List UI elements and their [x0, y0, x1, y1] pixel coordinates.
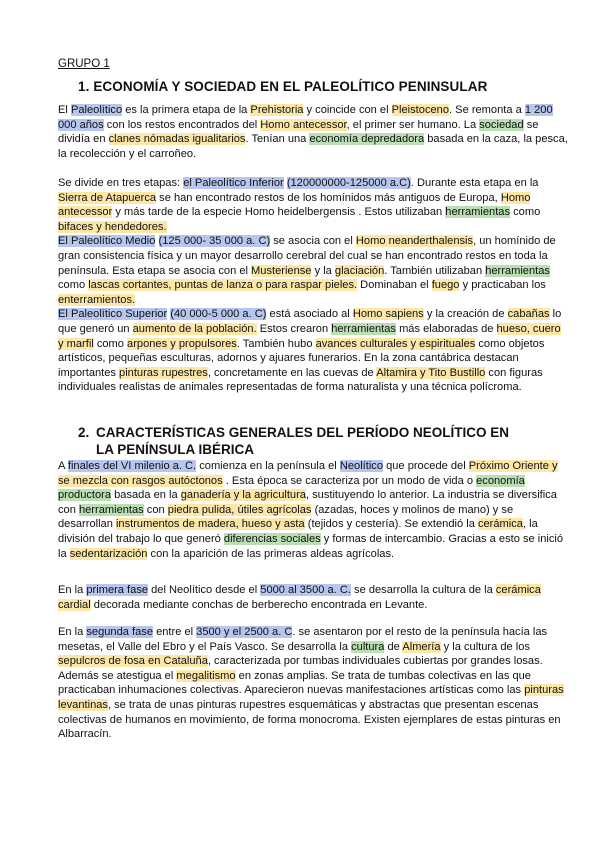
text-run: es la primera etapa de la	[122, 104, 251, 116]
text-run: y más tarde de la especie Homo heidelbergensis . Estos utilizaban	[112, 206, 446, 219]
paragraph-paleolitico-etapas	[58, 176, 568, 395]
highlighted-term: Próximo Oriente y se mezcla con rasgos autóctonos	[58, 460, 558, 487]
text-run: , caracterizada por tumbas individuales cubiertas por grandes losas. Además se atestigua el	[58, 655, 543, 682]
section-2-number: 2.	[78, 425, 90, 440]
highlighted-term: avances culturales y espirituales	[315, 337, 476, 350]
text-run: con los restos encontrados del	[103, 118, 261, 131]
text-run: Dominaban el	[357, 279, 432, 292]
text-run: . se asentaron por el resto de la península hacía las mesetas, el Valle del Ebro y el País Vasco. Se desarrolla la	[58, 626, 548, 653]
highlighted-term: diferencias sociales	[223, 532, 321, 545]
highlighted-term: cabañas	[507, 308, 550, 321]
highlighted-term: pinturas rupestres	[119, 366, 208, 379]
text-run: Se divide en tres etapas:	[58, 177, 184, 189]
highlighted-term: lascas cortantes, puntas de lanza o para raspar pieles.	[88, 279, 358, 292]
text-run: y la	[311, 264, 335, 277]
highlighted-term: Neolítico	[339, 460, 384, 472]
text-run: En la	[58, 584, 87, 596]
section-2-title-line1: CARACTERÍSTICAS GENERALES DEL PERÍODO NEOLÍTICO EN	[96, 425, 510, 440]
highlighted-term: glaciación	[334, 264, 385, 277]
highlighted-term: aumento de la población.	[132, 322, 257, 335]
text-run: El	[58, 104, 71, 116]
text-run: . Se remonta a	[449, 104, 525, 116]
text-run: con	[143, 503, 168, 516]
section-2-heading	[78, 424, 509, 458]
highlighted-term: piedra pulida, útiles agrícolas	[167, 503, 312, 516]
text-run: en zonas amplias. Se trata de tumbas colectivas en las que practicaban inhumaciones colectivas. Aparecieron nuevas manifestaciones artísticas como las	[58, 669, 531, 697]
text-run: como	[58, 279, 89, 292]
highlighted-term: Homo neanderthalensis	[355, 235, 474, 248]
text-run: . Durante esta etapa en la	[410, 177, 539, 189]
text-run: entre el	[153, 626, 197, 638]
text-run: , el primer ser humano. La	[346, 118, 480, 131]
highlighted-term: (40 000-5 000 a. C)	[170, 308, 267, 321]
text-run: (azadas, hoces y molinos de mano) y se desarrollan	[58, 503, 514, 531]
highlighted-term: El Paleolítico Superior	[58, 308, 168, 321]
paragraph-neolitico-intro	[58, 459, 568, 561]
highlighted-term: Musteriense	[251, 264, 312, 277]
highlighted-term: (125 000- 35 000 a. C)	[158, 235, 271, 248]
highlighted-term: pinturas levantinas	[58, 684, 564, 711]
text-run: con figuras individuales realistas de animales representadas de forma naturalista y una técnica polícroma.	[58, 366, 543, 394]
highlighted-term: Paleolítico	[70, 104, 123, 116]
highlighted-term: Homo sapiens	[352, 308, 424, 321]
text-run: y la creación de	[423, 308, 508, 321]
text-run: En la	[58, 626, 87, 638]
highlighted-term: economía depredadora	[309, 133, 425, 146]
highlighted-term: cerámica cardial	[58, 584, 541, 611]
highlighted-term: 3500 y el 2500 a. C	[196, 626, 293, 638]
highlighted-term: Almería	[402, 640, 441, 653]
highlighted-term: el Paleolítico Inferior	[183, 177, 284, 189]
highlighted-term: arpones y propulsores	[127, 337, 237, 350]
highlighted-term: Homo antecessor	[260, 118, 347, 131]
section-2-title-line2: LA PENÍNSULA IBÉRICA	[96, 442, 255, 457]
highlighted-term: primera fase	[86, 584, 149, 596]
text-run: , la división del trabajo lo que generó	[58, 518, 538, 545]
highlighted-term: Prehistoria	[250, 104, 304, 116]
text-run: lo que generó un	[58, 308, 562, 335]
text-run: se dividía en	[58, 118, 539, 146]
text-run: está asociado al	[266, 308, 353, 321]
text-run: A	[58, 460, 68, 472]
highlighted-term: sociedad	[479, 118, 524, 131]
text-run: que procede del	[383, 460, 469, 472]
highlighted-term: economía productora	[58, 474, 525, 502]
text-run: como objetos artísticos, pequeñas esculturas, adornos y ajuares funerarios. En la zona cantábrica destacan importantes	[58, 337, 545, 379]
highlighted-term: ganadería y la agricultura	[180, 489, 306, 502]
highlighted-term: 1 200 000 años	[58, 104, 553, 131]
highlighted-term: clanes nómadas igualitarios	[108, 133, 246, 146]
highlighted-term: finales del VI milenio a. C.	[67, 460, 197, 472]
highlighted-term: bifaces y hendedores.	[58, 220, 167, 233]
text-run: . Esta época se caracteriza por un modo de vida o	[222, 474, 477, 487]
highlighted-term: hueso, cuero y marfil	[58, 322, 561, 350]
paragraph-segunda-fase	[58, 625, 568, 742]
highlighted-term: El Paleolítico Medio	[58, 235, 156, 248]
text-run: . Tenían una	[245, 133, 310, 146]
highlighted-term: enterramientos.	[58, 293, 136, 306]
text-run: y formas de intercambio. Gracias a esto se inició la	[58, 532, 564, 560]
section-1-number: 1.	[78, 79, 90, 94]
text-run: y coincide con el	[303, 104, 392, 116]
highlighted-term: cerámica	[477, 518, 523, 531]
highlighted-term: 5000 al 3500 a. C.	[260, 584, 351, 596]
text-run: como	[93, 337, 128, 350]
text-run: más elaboradas de	[395, 322, 497, 335]
text-run: comienza en la península el	[196, 460, 340, 472]
highlighted-term: herramientas	[78, 503, 144, 516]
highlighted-term: cultura	[351, 640, 385, 653]
text-run: se asocia con el	[270, 235, 356, 248]
group-label: GRUPO 1	[58, 58, 110, 70]
text-run: , un homínido de gran consistencia física y un mayor desarrollo cerebral del cual se han encontrado restos en toda la península. Esta etapa se asocia con el	[58, 235, 556, 277]
highlighted-term: Homo antecessor	[58, 191, 531, 219]
highlighted-term: Pleistoceno	[391, 104, 449, 116]
text-run: , sustituyendo lo anterior. La industria se diversifica con	[58, 489, 557, 516]
text-run: Estos crearon	[256, 322, 332, 335]
section-1-title: ECONOMÍA Y SOCIEDAD EN EL PALEOLÍTICO PENINSULAR	[93, 79, 488, 94]
highlighted-term: fuego	[431, 279, 460, 292]
text-run: como	[510, 206, 541, 219]
text-run: con la aparición de las primeras aldeas agrícolas.	[147, 547, 395, 560]
text-run: y la cultura de los	[440, 640, 530, 653]
text-run: decorada mediante conchas de berberecho encontrada en Levante.	[90, 598, 428, 611]
highlighted-term: (120000000-125000 a.C)	[286, 177, 411, 189]
highlighted-term: segunda fase	[86, 626, 153, 638]
paragraph-paleolitico-intro	[58, 103, 568, 161]
highlighted-term: Altamira y Tito Bustillo	[376, 366, 486, 379]
highlighted-term: megalitismo	[176, 669, 236, 682]
highlighted-term: herramientas	[485, 264, 550, 277]
text-run: de	[384, 640, 403, 653]
highlighted-term: instrumentos de madera, hueso y asta	[115, 518, 305, 531]
text-run: . También hubo	[236, 337, 316, 350]
text-run: del Neolítico desde el	[148, 584, 261, 596]
paragraph-primera-fase	[58, 583, 568, 612]
text-run: . También utilizaban	[384, 264, 486, 277]
highlighted-term: sedentarización	[69, 547, 148, 560]
text-run: , concretamente en las cuevas de	[207, 366, 377, 379]
text-run: se desarrolla la cultura de la	[350, 584, 496, 596]
highlighted-term: herramientas	[445, 206, 511, 219]
text-run: (tejidos y cestería). Se extendió la	[304, 518, 478, 531]
highlighted-term: sepulcros de fosa en Cataluña	[58, 655, 208, 668]
section-1-heading	[78, 79, 487, 94]
text-run: basada en la caza, la pesca, la recolección y el carroñeo.	[58, 133, 568, 160]
highlighted-term: herramientas	[331, 322, 396, 335]
text-run: , se trata de unas pinturas rupestres esquemáticas y abstractas que presentan escenas colectivas de humanos en movimiento, de forma monocroma. Existen ejemplares de estas pinturas en Albarracín.	[58, 698, 561, 741]
text-run: basada en la	[111, 489, 181, 502]
text-run: y practicaban los	[459, 279, 546, 292]
text-run: se han encontrado restos de los homínidos más antiguos de Europa,	[156, 191, 501, 204]
highlighted-term: Sierra de Atapuerca	[58, 191, 157, 204]
